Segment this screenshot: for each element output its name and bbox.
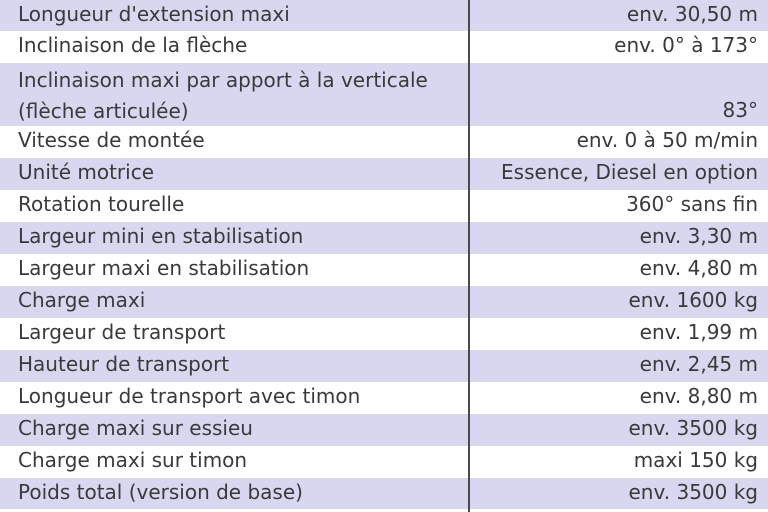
column-divider: [468, 0, 470, 512]
row-value: 83°: [722, 98, 758, 122]
row-value: 360° sans fin: [626, 192, 758, 216]
table-row: [0, 126, 768, 158]
row-value: env. 8,80 m: [639, 384, 758, 408]
row-label: Longueur de transport avec timon: [18, 384, 361, 408]
row-value: Essence, Diesel en option: [501, 160, 758, 184]
table-row: [0, 63, 768, 126]
row-label: Rotation tourelle: [18, 192, 185, 216]
table-row: [0, 350, 768, 382]
table-row: [0, 222, 768, 254]
row-label: Largeur maxi en stabilisation: [18, 256, 310, 280]
table-row: [0, 414, 768, 446]
row-value: env. 30,50 m: [626, 2, 758, 26]
row-label: Inclinaison de la flèche: [18, 33, 248, 57]
row-label: Poids total (version de base): [18, 480, 303, 504]
row-label: Largeur de transport: [18, 320, 226, 344]
table-row: [0, 382, 768, 414]
row-value: env. 3500 kg: [628, 480, 758, 504]
row-label: Inclinaison maxi par apport à la verticale (flèche articulée): [18, 68, 428, 123]
table-row: [0, 478, 768, 509]
row-value: maxi 150 kg: [633, 448, 758, 472]
row-label: Unité motrice: [18, 160, 155, 184]
row-label: Vitesse de montée: [18, 128, 205, 152]
row-value: env. 4,80 m: [639, 256, 758, 280]
table-row: [0, 190, 768, 222]
row-label: Largeur mini en stabilisation: [18, 224, 304, 248]
table-row: [0, 254, 768, 286]
row-label: Hauteur de transport: [18, 352, 230, 376]
row-label: Longueur d'extension maxi: [18, 2, 290, 26]
row-value: env. 1600 kg: [628, 288, 758, 312]
row-label: Charge maxi: [18, 288, 146, 312]
table-row: [0, 31, 768, 63]
table-row: [0, 446, 768, 478]
row-value: env. 2,45 m: [639, 352, 758, 376]
table-row: [0, 158, 768, 190]
row-label: Charge maxi sur essieu: [18, 416, 253, 440]
row-value: env. 3,30 m: [639, 224, 758, 248]
row-value: env. 3500 kg: [628, 416, 758, 440]
row-label: Charge maxi sur timon: [18, 448, 248, 472]
table-row: [0, 318, 768, 350]
row-value: env. 1,99 m: [639, 320, 758, 344]
table-row: [0, 286, 768, 318]
table-row: [0, 0, 768, 31]
row-value: env. 0° à 173°: [614, 33, 758, 57]
row-value: env. 0 à 50 m/min: [576, 128, 758, 152]
